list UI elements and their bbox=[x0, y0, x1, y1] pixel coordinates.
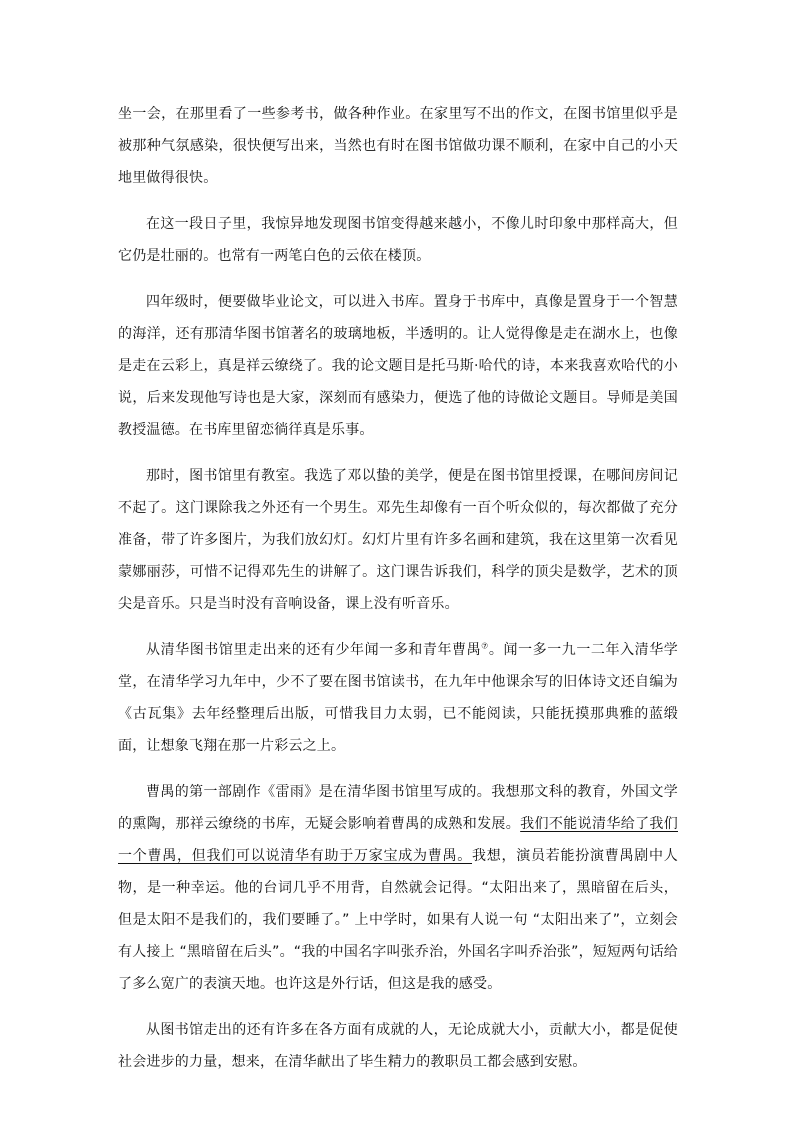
paragraph-7: 从图书馆走出的还有许多在各方面有成就的人，无论成就大小，贡献大小，都是促使社会进步的力量，想来，在清华献出了毕生精力的教职员工都会感到安慰。 bbox=[118, 1022, 678, 1070]
paragraph-2: 在这一段日子里，我惊异地发现图书馆变得越来越小，不像儿时印象中那样高大，但它仍是壮丽的。也常有一两笔白色的云依在楼顶。 bbox=[118, 216, 678, 264]
paragraph-6-text-after: 我想，演员若能扮演曹禺剧中人物，是一种幸运。他的台词几乎不用背，自然就会记得。“太阳出来了，黑暗留在后头，但是太阳不是我们的，我们要睡了。” 上中学时，如果有人说一句 “太阳出来了”，立刻会有人接上 “黑暗留在后头”。“我的中国名字叫张乔治，外国名字叫乔治张”，短短两句话给了多么宽广的表演天地。也许这是外行话，但这是我的感受。 bbox=[118, 848, 678, 992]
footnote-marker: ⑦ bbox=[481, 641, 489, 651]
paragraph-3: 四年级时，便要做毕业论文，可以进入书库。置身于书库中，真像是置身于一个智慧的海洋，还有那清华图书馆著名的玻璃地板，半透明的。让人觉得像是走在湖水上，也像是走在云彩上，真是祥云缭绕了。我的论文题目是托马斯·哈代的诗，本来我喜欢哈代的小说，后来发现他写诗也是大家，深刻而有感染力，便选了他的诗做论文题目。导师是美国教授温德。在书库里留恋徜徉真是乐事。 bbox=[118, 294, 678, 438]
paragraph-4: 那时，图书馆里有教室。我选了邓以蛰的美学，便是在图书馆里授课，在哪间房间记不起了。这门课除我之外还有一个男生。邓先生却像有一百个听众似的，每次都做了充分准备，带了许多图片，为我们放幻灯。幻灯片里有许多名画和建筑，我在这里第一次看见蒙娜丽莎，可惜不记得邓先生的讲解了。这门课告诉我们，科学的顶尖是数学，艺术的顶尖是音乐。只是当时没有音响设备，课上没有听音乐。 bbox=[118, 468, 678, 612]
paragraph-5 bbox=[118, 634, 678, 762]
paragraph-6 bbox=[118, 776, 678, 1000]
paragraph-1: 坐一会，在那里看了一些参考书，做各种作业。在家里写不出的作文，在图书馆里似乎是被那种气氛感染，很快便写出来，当然也有时在图书馆做功课不顺利，在家中自己的小天地里做得很快。 bbox=[118, 106, 678, 186]
paragraph-5-text-before: 从清华图书馆里走出来的还有少年闻一多和青年曹禺 bbox=[146, 642, 482, 658]
underlined-sentence: 我们不能说清华给了我们一个曹禺，但我们可以说清华有助于万家宝成为曹禺。 bbox=[118, 816, 678, 864]
paragraph-5-text-after: 。闻一多一九一二年入清华学堂，在清华学习九年中，少不了要在图书馆读书，在九年中他课余写的旧体诗文还自编为《古瓦集》去年经整理后出版，可惜我目力太弱，已不能阅读，只能抚摸那典雅的蓝缎面，让想象飞翔在那一片彩云之上。 bbox=[118, 642, 678, 754]
paragraph-6-text-before: 曹禺的第一部剧作《雷雨》是在清华图书馆里写成的。我想那文科的教育，外国文学的熏陶，那祥云缭绕的书库，无疑会影响着曹禺的成熟和发展。 bbox=[118, 784, 678, 832]
document-page bbox=[118, 98, 678, 1092]
